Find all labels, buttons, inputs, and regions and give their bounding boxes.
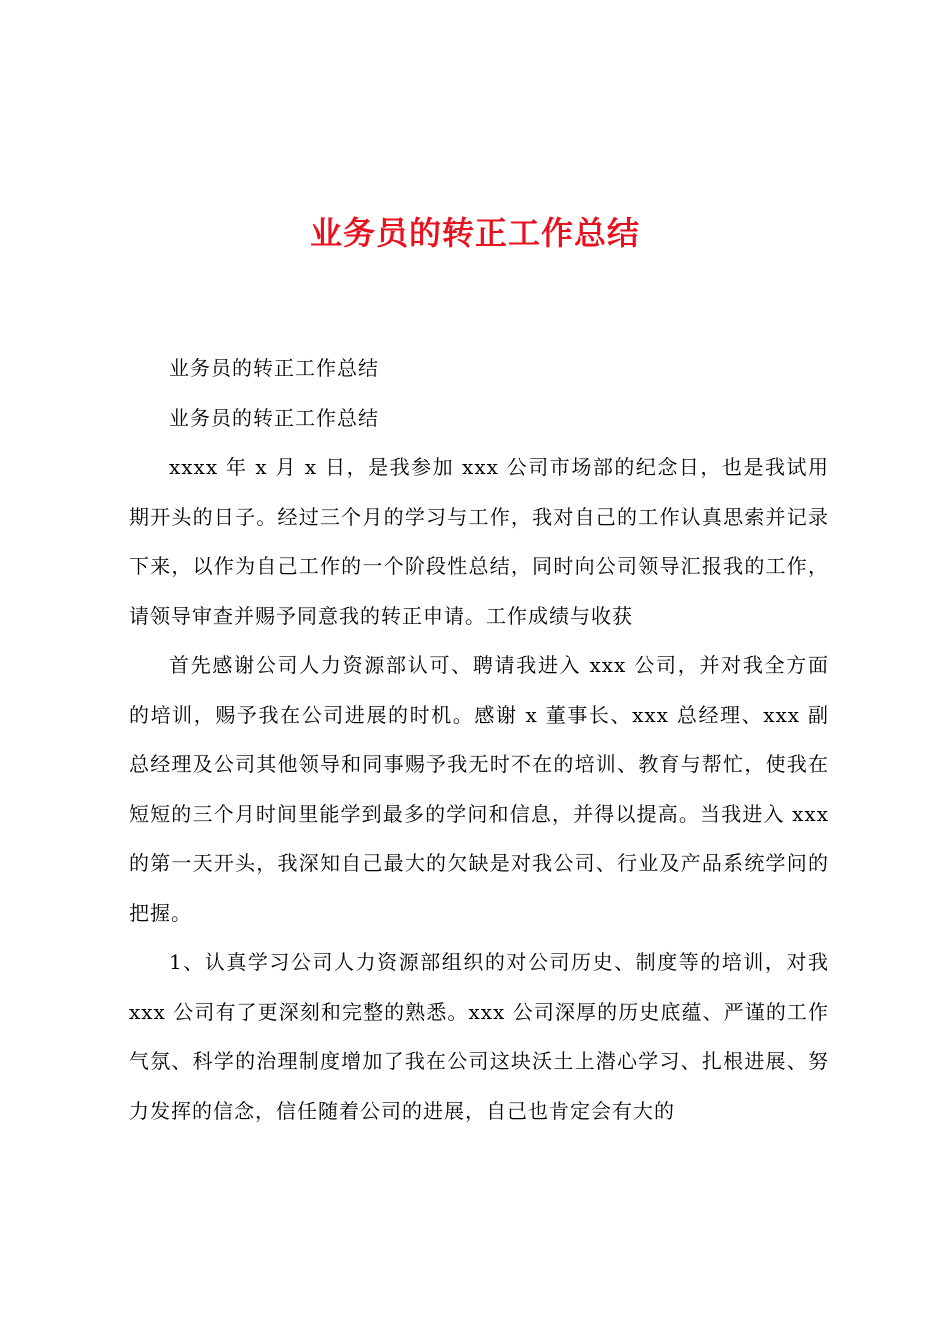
paragraph-heading-1: 业务员的转正工作总结 <box>169 356 379 380</box>
paragraph-thanks: 首先感谢公司人力资源部认可、聘请我进入 xxx 公司，并对我全方面的培训，赐予我在公司进展的时机。感谢 x 董事长、xxx 总经理、xxx 副总经理及公司其他领导和同事赐予我无时不在的培训、教育与帮忙，使我在短短的三个月时间里能学到最多的学问和信息，并得以提高。当我进入 xxx 的第一天开头，我深知自己最大的欠缺是对我公司、行业及产品系统学问的把握。 <box>129 653 829 925</box>
paragraph-point-1: 1、认真学习公司人力资源部组织的对公司历史、制度等的培训，对我 xxx 公司有了更深刻和完整的熟悉。xxx 公司深厚的历史底蕴、严谨的工作气氛、科学的治理制度增加了我在公司这块沃土上潜心学习、扎根进展、努力发挥的信念，信任随着公司的进展，自己也肯定会有大的 <box>129 950 829 1123</box>
document-title: 业务员的转正工作总结 <box>309 214 640 252</box>
paragraph-intro: xxxx 年 x 月 x 日，是我参加 xxx 公司市场部的纪念日，也是我试用期开头的日子。经过三个月的学习与工作，我对自己的工作认真思索并记录下来，以作为自己工作的一个阶段性总结，同时向公司领导汇报我的工作，请领导审查并赐予同意我的转正申请。工作成绩与收获 <box>129 455 829 628</box>
document-body <box>129 344 829 1136</box>
paragraph-heading-2: 业务员的转正工作总结 <box>169 405 379 430</box>
